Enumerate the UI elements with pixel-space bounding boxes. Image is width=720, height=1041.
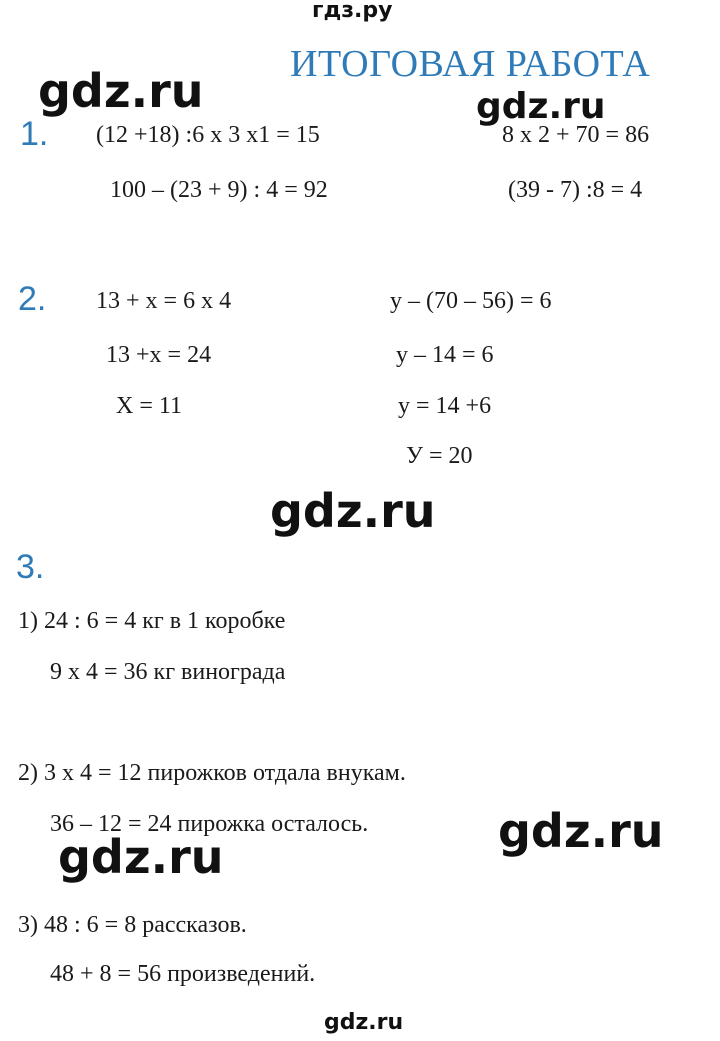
task-1-left-line-1: (12 +18) :6 x 3 x1 = 15 (96, 122, 320, 148)
task-2-right-line-2: y – 14 = 6 (396, 342, 494, 368)
task-1-left-line-2: 100 – (23 + 9) : 4 = 92 (110, 177, 328, 203)
task-3-line-1: 1) 24 : 6 = 4 кг в 1 коробке (18, 608, 286, 634)
watermark-bottom: gdz.ru (324, 1010, 404, 1035)
page-title: ИТОГОВАЯ РАБОТА (290, 43, 651, 85)
task-2-number: 2. (18, 280, 47, 318)
task-2-left-line-2: 13 +x = 24 (106, 342, 212, 368)
watermark-middle: gdz.ru (270, 484, 436, 538)
watermark-lower-left: gdz.ru (58, 830, 224, 884)
watermark-lower-right: gdz.ru (498, 804, 664, 858)
task-2-left-line-3: X = 11 (116, 393, 182, 419)
task-1-number: 1. (20, 115, 49, 153)
task-3-line-2: 9 x 4 = 36 кг винограда (50, 659, 286, 685)
watermark-top: гдз.ру (312, 0, 393, 23)
task-3-line-3: 2) 3 x 4 = 12 пирожков отдала внукам. (18, 760, 406, 786)
task-3-line-5: 3) 48 : 6 = 8 рассказов. (18, 912, 247, 938)
task-1-right-line-1: 8 x 2 + 70 = 86 (502, 122, 650, 148)
watermark-top-right: gdz.ru (476, 86, 606, 127)
task-2-right-line-1: y – (70 – 56) = 6 (390, 288, 552, 314)
task-3-line-4: 36 – 12 = 24 пирожка осталось. (50, 811, 369, 837)
task-1-right-line-2: (39 - 7) :8 = 4 (508, 177, 643, 203)
watermark-top-left: gdz.ru (38, 64, 204, 118)
task-2-left-line-1: 13 + x = 6 x 4 (96, 288, 232, 314)
task-2-right-line-4: У = 20 (406, 443, 473, 469)
task-3-number: 3. (16, 548, 45, 586)
task-2-right-line-3: y = 14 +6 (398, 393, 492, 419)
task-3-line-6: 48 + 8 = 56 произведений. (50, 961, 316, 987)
